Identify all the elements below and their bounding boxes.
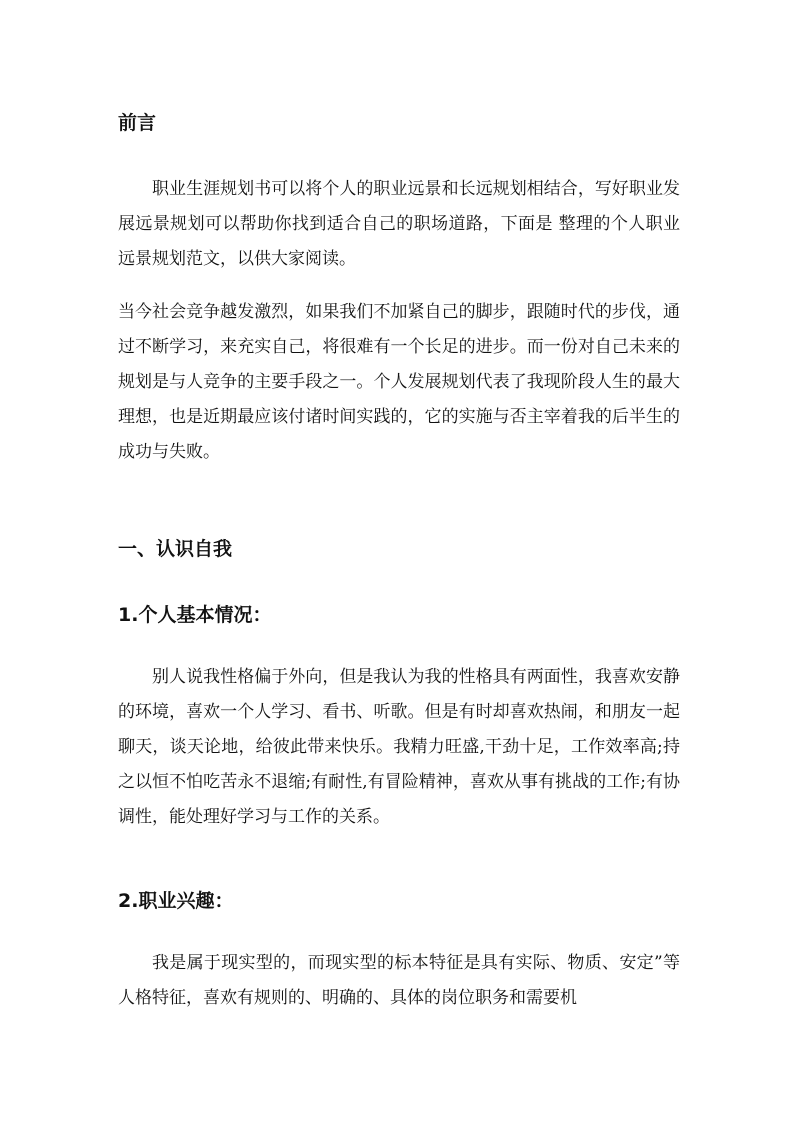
career-interest-paragraph: 我是属于现实型的，而现实型的标本特征是具有实际、物质、安定”等人格特征，喜欢有规则的、明确的、具体的岗位职务和需要机	[118, 953, 680, 1008]
preface-heading: 前言	[118, 112, 157, 134]
basic-info-paragraph: 别人说我性格偏于外向，但是我认为我的性格具有两面性，我喜欢安静的环境，喜欢一个人学习、看书、听歌。但是有时却喜欢热闹，和朋友一起聊天，谈天论地，给彼此带来快乐。我精力旺盛,干劲十足，工作效率高;持之以恒不怕吃苦永不退缩;有耐性,有冒险精神，喜欢从事有挑战的工作;有协调性，能处理好学习与工作的关系。	[118, 667, 680, 827]
subsection-heading-career-interest: 2.职业兴趣：	[118, 890, 234, 912]
section-heading-know-yourself: 一、认识自我	[118, 538, 233, 560]
subsection-heading-basic-info: 1.个人基本情况：	[118, 604, 272, 626]
preface-body-paragraph: 当今社会竞争越发激烈，如果我们不加紧自己的脚步，跟随时代的步伐，通过不断学习，来充实自己，将很难有一个长足的进步。而一份对自己未来的规划是与人竞争的主要手段之一。个人发展规划代表了我现阶段人生的最大理想，也是近期最应该付诸时间实践的，它的实施与否主宰着我的后半生的成功与失败。	[118, 302, 680, 462]
preface-intro-paragraph: 职业生涯规划书可以将个人的职业远景和长远规划相结合，写好职业发展远景规划可以帮助你找到适合自己的职场道路，下面是 整理的个人职业远景规划范文，以供大家阅读。	[118, 179, 680, 269]
